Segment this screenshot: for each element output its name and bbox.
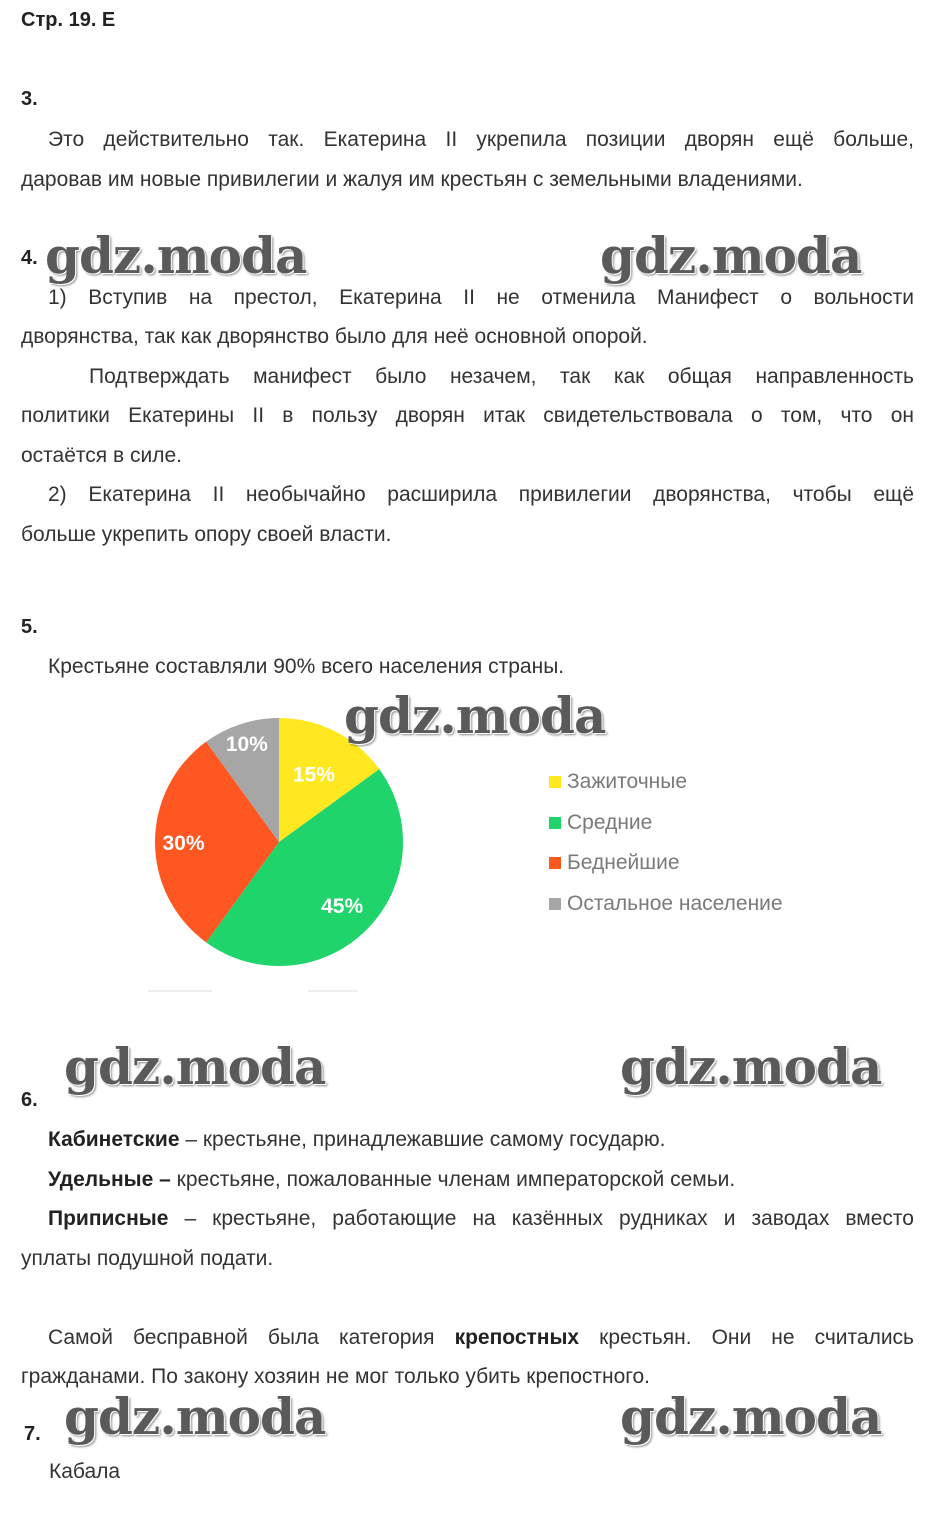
conclusion-text: крестьян. Они не считались (579, 1326, 914, 1349)
legend-item-poorest (549, 843, 783, 884)
question-6-term-2 (21, 1160, 914, 1200)
question-6-term-3-line-2: уплаты подушной подати. (21, 1247, 274, 1270)
question-4-p3-line-1: 2) Екатерина II необычайно расширила привилегии дворянства, чтобы ещё (48, 483, 914, 506)
legend-swatch-green (549, 817, 561, 829)
question-7-answer: Кабала (49, 1460, 121, 1483)
pie-label: 45% (321, 895, 364, 919)
term-appanage-definition: крестьяне, пожалованные членам императорской семьи. (170, 1168, 736, 1191)
question-4-p2-line-1: Подтверждать манифест было незачем, так как общая направленность (89, 365, 914, 388)
legend-swatch-orange (549, 857, 561, 869)
conclusion-text: Самой бесправной была категория (48, 1326, 455, 1349)
question-4-p2-line-2: политики Екатерины II в пользу дворян итак свидетельствовала о том, что он (21, 404, 914, 427)
watermark-logo: gdz.moda (600, 226, 862, 285)
watermark-logo: gdz.moda (620, 1037, 882, 1096)
question-6-term-3 (21, 1199, 914, 1239)
question-4-p1-line-2: дворянства, так как дворянство было для неё основной опорой. (21, 325, 648, 348)
legend-item-middle (549, 803, 783, 844)
legend-label: Беднейшие (567, 851, 680, 875)
question-6-conclusion-line-1 (21, 1318, 914, 1358)
legend-label: Средние (567, 810, 653, 834)
question-4-p3-line-2: больше укрепить опору своей власти. (21, 523, 392, 546)
term-serf: крепостных (454, 1326, 580, 1349)
question-5-number: 5. (21, 616, 38, 638)
pie-label: 30% (162, 832, 205, 855)
watermark-logo: gdz.moda (64, 1037, 326, 1096)
legend-item-other (549, 884, 783, 925)
question-4-p2-line-3: остаётся в силе. (21, 444, 182, 467)
question-4-number: 4. (21, 247, 38, 269)
question-6-number: 6. (21, 1089, 38, 1111)
question-7-number: 7. (24, 1423, 41, 1445)
watermark-logo: gdz.moda (45, 226, 307, 285)
term-cabinet: Кабинетские (48, 1128, 180, 1151)
term-cabinet-definition: – крестьяне, принадлежавшие самому государю. (179, 1128, 666, 1151)
pie-label: 10% (225, 732, 268, 756)
legend-swatch-gray (549, 898, 561, 910)
legend-item-wealthy (549, 762, 783, 803)
watermark-logo: gdz.moda (64, 1387, 326, 1446)
question-3-number: 3. (21, 88, 38, 110)
legend-swatch-yellow (549, 776, 561, 788)
question-4-p1-line-1: 1) Вступив на престол, Екатерина II не отменила Манифест о вольности (48, 286, 914, 309)
legend-label: Зажиточные (567, 770, 688, 794)
page-title: Стр. 19. Е (21, 9, 116, 31)
question-5-text: Крестьяне составляли 90% всего населения страны. (48, 655, 565, 678)
watermark-logo: gdz.moda (344, 686, 606, 745)
chart-legend (549, 762, 783, 924)
term-ascribed-definition: – крестьяне, работающие на казённых рудниках и заводах вместо (168, 1207, 914, 1230)
term-ascribed: Приписные (48, 1207, 169, 1230)
question-6-conclusion-line-2: гражданами. По закону хозяин не мог только убить крепостного. (21, 1365, 650, 1388)
legend-label: Остальное население (567, 891, 783, 915)
question-3-line-2: даровав им новые привилегии и жалуя им крестьян с земельными владениями. (21, 168, 803, 191)
pie-chart (140, 705, 430, 1000)
term-appanage: Удельные – (48, 1168, 171, 1191)
question-3-line-1: Это действительно так. Екатерина II укрепила позиции дворян ещё больше, (48, 128, 914, 151)
question-6-term-1 (21, 1120, 914, 1160)
watermark-logo: gdz.moda (620, 1387, 882, 1446)
pie-label: 15% (292, 763, 335, 787)
